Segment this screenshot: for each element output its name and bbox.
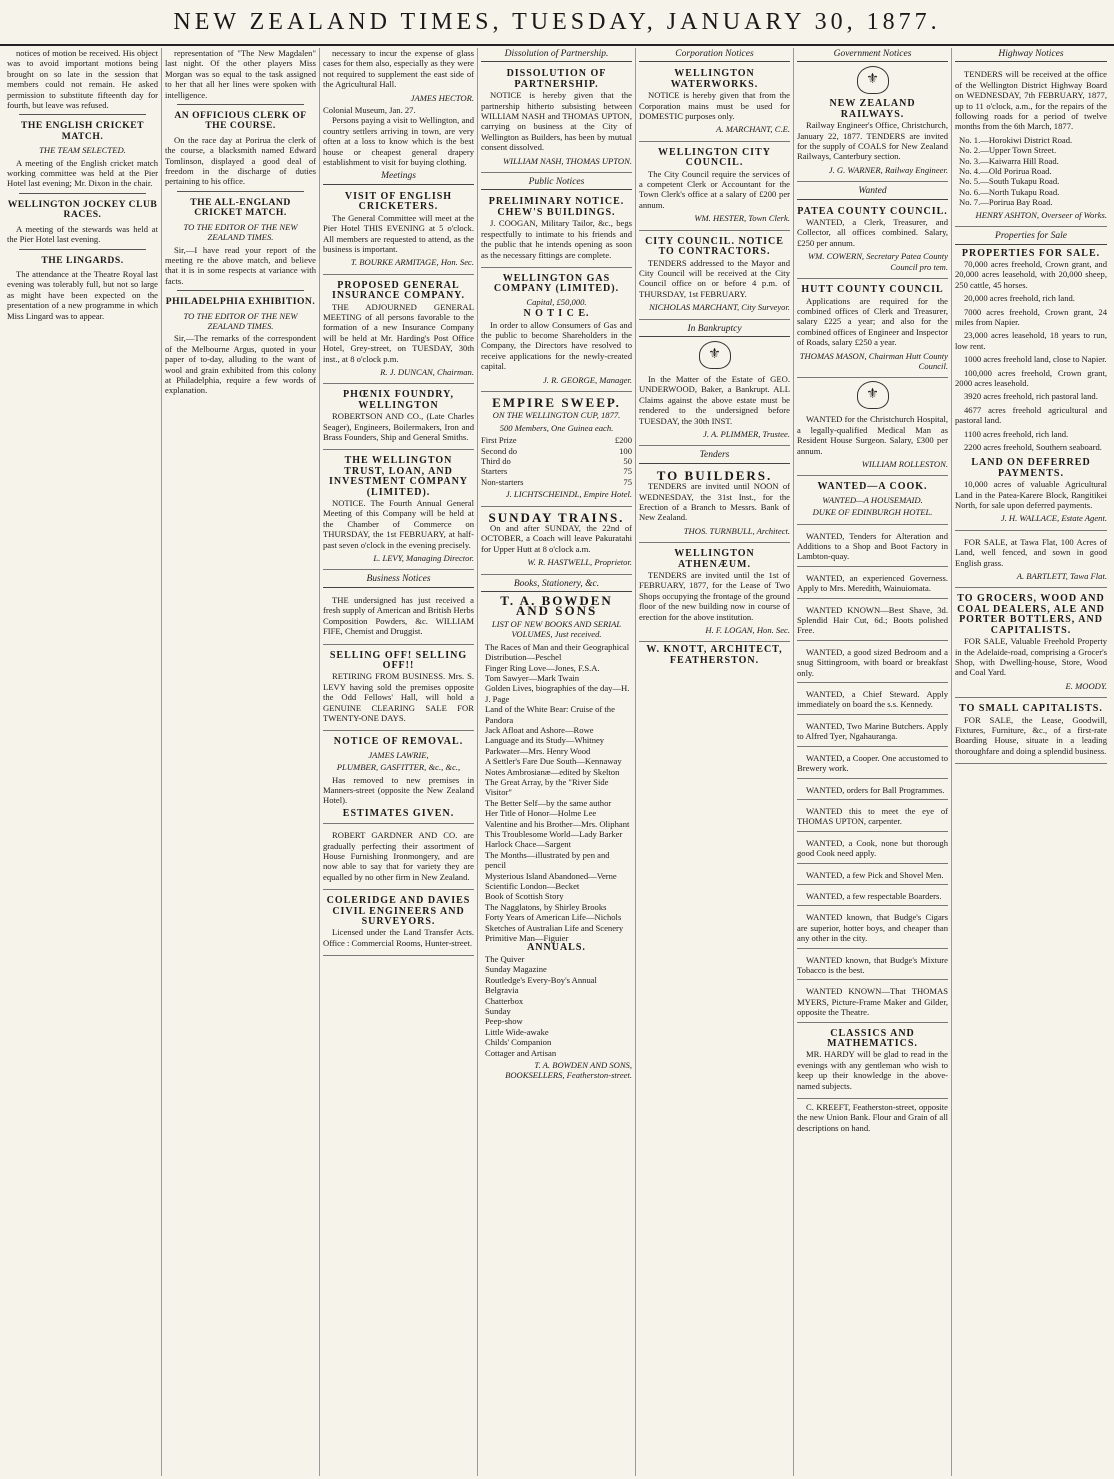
book-item: Land of the White Bear: Cruise of the Pandora: [485, 704, 615, 725]
advertisement: [797, 96, 948, 182]
ad-title: ESTIMATES GIVEN.: [342, 807, 455, 819]
divider: [19, 249, 146, 250]
book-item: Language and its Study—Whitney: [485, 735, 605, 746]
book-item: Scientific London—Becket: [485, 881, 580, 892]
road-item: No. 5.—South Tukapu Road.: [959, 176, 1060, 187]
property-list: [955, 259, 1107, 453]
book-item: The Great Array, by the "River Side Visitor": [485, 776, 609, 798]
ad-capital: Capital, £50,000.: [526, 296, 587, 307]
dateline: Colonial Museum, Jan. 27.: [323, 105, 416, 116]
road-item: No. 1.—Horokiwi District Road.: [959, 134, 1073, 145]
article-text: A meeting of the English cricket match working committee was held at the Pier Hotel last evening; Mr. Dixon in the chair.: [7, 157, 158, 189]
annual-item: Sunday: [485, 1005, 511, 1016]
property-item: 7000 acres freehold, Crown grant, 24 miles from Napier.: [955, 306, 1107, 327]
ad-title: VISIT OF ENGLISH CRICKETERS.: [344, 190, 453, 213]
ad-text: C. KREEFT, Featherston-street, opposite the new Union Bank. Flour and Grain of all descriptions on hand.: [797, 1102, 948, 1133]
wanted-ad: WANTED KNOWN—Best Shave, 3d. Splendid Hair Cut, 6d.; Boots polished Free.: [797, 602, 948, 641]
property-item: 1000 acres freehold land, close to Napier.: [964, 354, 1107, 365]
ad-text: FOR SALE, at Tawa Flat, 100 Acres of Land, well fenced, and sown in good English grass.: [955, 536, 1107, 568]
ad-text: In order to allow Consumers of Gas and the public to become Shareholders in the Company, the Directors have resolved to receive applications for the newly-created capital.: [481, 319, 632, 372]
article-heading: THE ALL-ENGLAND CRICKET MATCH.: [190, 196, 291, 219]
ad-text: FOR SALE, the Lease, Goodwill, Fixtures, Furniture, &c., of a first-rate Boarding House, situate in a leading thoroughfare and doing a splendid business.: [955, 714, 1107, 756]
signature: T. A. BOWDEN AND SONS, BOOKSELLERS, Featherston-street.: [505, 1059, 632, 1081]
property-item: 23,000 acres leasehold, 18 years to run, low rent.: [955, 330, 1107, 351]
ad-text: THE ADJOURNED GENERAL MEETING of all persons favorable to the formation of a new Insurance Company will be held at Mr. Harding's Post Office Hotel, Grey-street, on TUESDAY, 30th inst., at 8 o'clock p.m.: [323, 301, 474, 364]
divider: [177, 290, 304, 291]
advertisement: [797, 1026, 948, 1099]
ad-text: WANTED for the Christchurch Hospital, a legally-qualified Medical Man as Resident House Surgeon. Salary, £300 per annum.: [797, 414, 948, 456]
wanted-ad: WANTED KNOWN—That THOMAS MYERS, Picture-Frame Maker and Gilder, opposite the Theatre.: [797, 983, 948, 1022]
annual-item: Cottager and Artisan: [485, 1047, 557, 1058]
signature: J. R. GEORGE, Manager.: [542, 374, 632, 385]
wanted-ad: WANTED, a few respectable Boarders.: [797, 888, 948, 906]
ad-text: J. COOGAN, Military Tailor, &c., begs respectfully to intimate to his friends and the public that he intends opening as soon as the necessary fittings are complete.: [481, 218, 632, 260]
ad-text: In the Matter of the Estate of GEO. UNDERWOOD, Baker, a Bankrupt. ALL Claims against the above estate must be rendered to the undersigned before TUESDAY, the 30th INST.: [639, 373, 790, 426]
ad-title: NOTICE OF REMOVAL.: [333, 736, 464, 748]
ad-title: LAND ON DEFERRED PAYMENTS.: [971, 457, 1091, 479]
ad-title: WELLINGTON ATHENÆUM.: [674, 548, 755, 570]
signature: L. LEVY, Managing Director.: [373, 553, 474, 564]
advertisement: [797, 204, 948, 279]
book-item: The Months—illustrated by pen and pencil: [485, 849, 610, 871]
signature: T. BOURKE ARMITAGE, Hon. Sec.: [350, 257, 474, 268]
advertisement: [323, 648, 474, 732]
ad-title: CITY COUNCIL. NOTICE TO CONTRACTORS.: [645, 235, 784, 258]
ad-title: T. A. BOWDEN AND SONS: [500, 593, 613, 619]
annual-item: Belgravia: [485, 985, 519, 996]
ad-text: ROBERT GARDNER AND CO. are gradually perfecting their assortment of House Furnishing Ironmongery, and are now able to say that for variety they are equalled by no other firm in New Zealand.: [323, 830, 474, 882]
advertisement: [323, 893, 474, 956]
section-header: Properties for Sale: [955, 230, 1107, 244]
section-header: Highway Notices: [955, 48, 1107, 62]
wanted-ad: WANTED, Tenders for Alteration and Additions to a Shop and Boot Factory in Lambton-quay.: [797, 528, 948, 567]
advertisement: [955, 66, 1107, 227]
article-text: Sir,—The remarks of the correspondent of the Melbourne Argus, quoted in your paper of to-day, alluding to the want of wool and grain exhibited from this colony at Philadelphia, require a few words of explanation.: [165, 333, 316, 396]
ad-title: SELLING OFF! SELLING OFF!!: [329, 649, 468, 671]
advertisement: [481, 271, 632, 392]
ad-title: NEW ZEALAND RAILWAYS.: [829, 98, 916, 120]
book-list: [481, 642, 632, 944]
prize-label: Non-starters: [481, 476, 524, 487]
section-header: Government Notices: [797, 48, 948, 62]
advertisement: [481, 395, 632, 507]
advertisement: [797, 411, 948, 476]
article-heading: AN OFFICIOUS CLERK OF THE COURSE.: [174, 110, 307, 132]
advertisement: [481, 66, 632, 173]
ad-members: 500 Members, One Guinea each.: [499, 422, 614, 433]
book-item: Sketches of Australian Life and Scenery: [485, 922, 624, 933]
advertisement: [639, 145, 790, 231]
prize-amount: 100: [619, 445, 632, 456]
annual-item: Sunday Magazine: [485, 964, 547, 975]
advertisement: [481, 194, 632, 267]
article-heading: PHILADELPHIA EXHIBITION.: [165, 296, 316, 308]
wanted-ad: WANTED known, that Budge's Cigars are superior, hotter boys, and cheaper than any other in the city.: [797, 909, 948, 948]
book-item: The Better Self—by the same author: [485, 797, 612, 808]
property-item: 2200 acres freehold, Southern seaboard.: [964, 442, 1102, 452]
ad-trade: PLUMBER, GASFITTER, &c., &c.,: [336, 762, 461, 773]
wanted-ad: WANTED, a Chief Steward. Apply immediately on board the s.s. Kennedy.: [797, 686, 948, 715]
column-3: [320, 48, 478, 1476]
signature: THOMAS MASON, Chairman Hutt County Council.: [799, 350, 948, 371]
advertisement: [639, 546, 790, 642]
article-text: notices of motion be received. His object was to avoid important motions being brought on so late in the session that members could not remain. He asked permission to substitute fifteenth day for fourth, but leave was refused.: [7, 48, 158, 111]
ad-text: TENDERS are invited until NOON of WEDNESDAY, the 31st Inst., for the Erection of a Branch to Messrs. Bank of New Zealand.: [639, 481, 790, 523]
ad-text: WANTED, a Clerk, Treasurer, and Collector, all offices combined. Salary, £250 per annum.: [797, 217, 948, 248]
section-header: Corporation Notices: [639, 48, 790, 62]
annual-item: Peep-show: [485, 1016, 523, 1027]
ad-title: EMPIRE SWEEP.: [492, 394, 621, 410]
signature: H. F. LOGAN, Hon. Sec.: [705, 625, 790, 636]
column-4: [478, 48, 636, 1476]
masthead: [0, 0, 1114, 46]
article-subheading: TO THE EDITOR OF THE NEW ZEALAND TIMES.: [183, 221, 298, 243]
book-item: Notes Ambrosianæ—edited by Skelton: [485, 766, 620, 777]
property-item: 20,000 acres freehold, rich land.: [964, 293, 1075, 304]
royal-crest-icon: ⚜: [699, 341, 731, 369]
ad-title: WELLINGTON CITY COUNCIL.: [658, 146, 771, 169]
column-2: [162, 48, 320, 1476]
ad-title: HUTT COUNTY COUNCIL: [801, 284, 944, 296]
annual-item: Little Wide-awake: [485, 1026, 549, 1037]
book-item: This Troublesome World—Lady Barker: [485, 829, 623, 839]
advertisement: [323, 189, 474, 275]
wanted-ad: WANTED, a good sized Bedroom and a snug Sittingroom, with board or breakfast only.: [797, 644, 948, 683]
ad-subtitle: ON THE WELLINGTON CUP, 1877.: [492, 410, 621, 421]
ad-text: Railway Engineer's Office, Christchurch, January 22, 1877. TENDERS are invited for the supply of COALS for New Zealand Railways, Canterbury section.: [797, 120, 948, 162]
advertisement: [955, 455, 1107, 530]
book-item: The Nagglatons, by Shirley Brooks: [485, 901, 607, 912]
prize-label: Starters: [481, 466, 508, 477]
ad-subtitle: LIST OF NEW BOOKS AND SERIAL VOLUMES, Just received.: [491, 618, 622, 640]
book-item: Forty Years of American Life—Nichols: [485, 912, 622, 923]
book-item: The Races of Man and their Geographical Distribution—Peschel: [485, 641, 630, 663]
article-subheading: TO THE EDITOR OF THE NEW ZEALAND TIMES.: [183, 310, 298, 331]
ad-title: WELLINGTON WATERWORKS.: [670, 68, 759, 90]
ad-text: On and after SUNDAY, the 22nd of OCTOBER, a Coach will leave Pakuratahi for Upper Hutt at 8 o'clock a.m.: [481, 523, 632, 554]
signature: J. G. WARNER, Railway Engineer.: [828, 164, 948, 175]
ad-subtitle: WANTED—A HOUSEMAID.: [822, 494, 923, 505]
road-item: No. 4.—Old Porirua Road.: [959, 166, 1052, 177]
article-text: A meeting of the stewards was held at the Pier Hotel last evening.: [7, 223, 158, 245]
section-header: Public Notices: [481, 176, 632, 190]
section-header: Dissolution of Partnership.: [481, 48, 632, 62]
signature: JAMES HECTOR.: [410, 92, 474, 103]
signature: WILLIAM ROLLESTON.: [861, 458, 948, 469]
book-item: Primitive Man—Figuier: [485, 933, 569, 944]
ad-name: JAMES LAWRIE,: [368, 749, 429, 760]
book-item: Golden Lives, biographies of the day—H. J. Page: [485, 683, 630, 704]
section-header: Business Notices: [323, 573, 474, 587]
section-header: Books, Stationery, &c.: [481, 578, 632, 592]
prize-row: [481, 446, 632, 456]
road-item: No. 3.—Kaiwarra Hill Road.: [959, 155, 1059, 166]
wanted-ad: WANTED, Two Marine Butchers. Apply to Alfred Tyer, Ngahauranga.: [797, 718, 948, 747]
book-item: Mysterious Island Abandoned—Verne: [485, 870, 617, 881]
prize-amount: 50: [623, 456, 632, 466]
prize-label: Third do: [481, 456, 511, 466]
prize-label: First Prize: [481, 435, 517, 446]
ad-title: WELLINGTON GAS COMPANY (LIMITED).: [493, 272, 620, 295]
ad-text: Licensed under the Land Transfer Acts. Office : Commercial Rooms, Hunter-street.: [323, 927, 474, 948]
ad-text: THE undersigned has just received a fresh supply of American and British Herbs Composition Powders, &c. WILLIAM FIFE, Chemist and Druggist.: [323, 594, 474, 637]
section-header: Tenders: [639, 449, 790, 463]
wanted-ad: WANTED this to meet the eye of THOMAS UPTON, carpenter.: [797, 803, 948, 832]
advertisement-text: Persons paying a visit to Wellington, and country settlers arriving in town, are very often at a loss to know which is the best house or cheapest general drapery establishment to visit for buying clothing.: [323, 115, 474, 168]
ad-title: W. KNOTT, ARCHITECT, FEATHERSTON.: [646, 644, 783, 666]
ad-title: THE WELLINGTON TRUST, LOAN, AND INVESTMENT COMPANY (LIMITED).: [328, 455, 469, 498]
signature: WILLIAM NASH, THOMAS UPTON.: [503, 155, 632, 166]
divider: [177, 104, 304, 105]
ad-title: PHŒNIX FOUNDRY, WELLINGTON: [343, 389, 454, 411]
section-header: In Bankruptcy: [639, 323, 790, 337]
advertisement: [797, 282, 948, 378]
ad-title: SUNDAY TRAINS.: [488, 509, 625, 525]
ad-notice: N O T I C E.: [523, 308, 590, 320]
prize-row: [481, 435, 632, 445]
advertisement: [639, 234, 790, 320]
signature: NICHOLAS MARCHANT, City Surveyor.: [649, 302, 790, 313]
wants-list: [797, 528, 948, 1023]
prize-label: Second do: [481, 445, 518, 456]
ad-text: NOTICE is hereby given that from the Corporation mains must be used for DOMESTIC purposes only.: [639, 90, 790, 122]
ad-title: COLERIDGE AND DAVIES CIVIL ENGINEERS AND SURVEYORS.: [326, 895, 471, 928]
article-heading: THE ENGLISH CRICKET MATCH.: [20, 120, 145, 142]
ad-text: NOTICE is hereby given that the partnership hitherto subsisting between WILLIAM NASH and THOMAS UPTON, carrying on business at the City of Wellington as Builders, has been by mutual consent dissolved.: [481, 90, 632, 153]
ad-text: Has removed to new premises in Manners-street (opposite the New Zealand Hotel).: [323, 774, 474, 806]
property-item: 100,000 acres freehold, Crown grant, 2000 acres leasehold.: [955, 367, 1107, 388]
advertisement: [323, 592, 474, 645]
annual-item: Routledge's Every-Boy's Annual: [485, 974, 597, 985]
property-item: 70,000 acres freehold, Crown grant, and 20,000 acres leasehold, with 20,000 sheep, 250 cattle, 45 horses.: [955, 258, 1107, 290]
ad-text: MR. HARDY will be glad to read in the evenings with any gentleman who wish to keep up their knowledge in the above-named subjects.: [797, 1049, 948, 1091]
column-1: [4, 48, 162, 1476]
book-item: Harlock Chace—Sargent: [485, 839, 571, 850]
road-item: No. 6.—North Tukapu Road.: [959, 186, 1060, 197]
divider: [19, 114, 146, 115]
signature: HENRY ASHTON, Overseer of Works.: [975, 209, 1107, 220]
prize-row: [481, 456, 632, 466]
property-item: 4677 acres freehold agricultural and pastoral land.: [955, 404, 1107, 426]
advertisement: [323, 453, 474, 570]
advertisement: [955, 591, 1107, 698]
book-item: Tom Sawyer—Mark Twain: [485, 672, 580, 683]
ad-text: The General Committee will meet at the Pier Hotel THIS EVENING at 5 o'clock. All members are requested to attend, as the business is important.: [323, 212, 474, 254]
ad-text: RETIRING FROM BUSINESS. Mrs. S. LEVY having sold the premises opposite the Odd Fellows' Hall, will hold a GENUINE CLEARING SALE FOR TWENTY-ONE DAYS.: [323, 671, 474, 723]
book-item: Her Title of Honor—Holme Lee: [485, 808, 597, 819]
article-heading: THE LINGARDS.: [41, 254, 124, 266]
road-list: [955, 135, 1107, 208]
ad-text: The City Council require the services of a competent Clerk or Accountant for the Town Clerk's office at a salary of £200 per annum.: [639, 168, 790, 210]
ad-title: TO BUILDERS.: [656, 467, 773, 483]
advertisement: [639, 371, 790, 446]
section-header: Meetings: [323, 170, 474, 184]
property-item: 1100 acres freehold, rich land.: [964, 428, 1069, 439]
ad-title: PATEA COUNTY COUNCIL.: [797, 205, 948, 217]
masthead-title: NEW ZEALAND TIMES, TUESDAY, JANUARY 30, 1877.: [173, 9, 941, 35]
article-text: Sir,—I have read your report of the meeting re the above match, and believe that it is in some respects at variance with facts.: [165, 244, 316, 286]
advertisement: [955, 701, 1107, 764]
ad-text: FOR SALE, Valuable Freehold Property in the Adelaide-road, comprising a Grocer's Shop, with Dwelling-house, Store, Wood and Coal Yard.: [955, 636, 1107, 678]
royal-crest-icon: ⚜: [857, 66, 889, 94]
prize-list: [481, 435, 632, 487]
ad-title: PROPOSED GENERAL INSURANCE COMPANY.: [331, 279, 465, 302]
annuals-title: ANNUALS.: [527, 942, 586, 954]
ad-text: NOTICE. The Fourth Annual General Meeting of this Company will be held at the Chamber of Commerce on THURSDAY, the 1st FEBRUARY, at half-past seven o'clock in the evening precisely.: [323, 498, 474, 550]
advertisement: [481, 510, 632, 575]
ad-text: TENDERS addressed to the Mayor and City Council will be received at the City Council office on or before 4 p.m. of THURSDAY, 1st FEBRUARY.: [639, 257, 790, 299]
ad-text: TENDERS will be received at the office of the Wellington District Highway Board on WEDNESDAY, 7th FEBRUARY, 1877, up to 11 o'clock, a.m., for the repairs of the following roads for a period of twelve months from the 6th March, 1877.: [955, 69, 1107, 132]
wanted-ad: WANTED, orders for Ball Programmes.: [797, 782, 948, 800]
ad-title: TO SMALL CAPITALISTS.: [959, 703, 1103, 715]
wanted-ad: WANTED, an experienced Governess. Apply to Mrs. Meredith, Wainuiomata.: [797, 570, 948, 599]
annual-list: [481, 954, 632, 1058]
wanted-ad: WANTED, a Cooper. One accustomed to Brewery work.: [797, 750, 948, 779]
royal-crest-icon: ⚜: [857, 381, 889, 409]
article-text: The attendance at the Theatre Royal last evening was tolerably full, but not so large as might have been expected on the presentation of a new programme in which Miss Lingard was to appear.: [7, 268, 158, 321]
signature: A. BARTLETT, Tawa Flat.: [1016, 571, 1107, 582]
road-item: No. 7.—Porirua Bay Road.: [959, 197, 1053, 208]
column-6: [794, 48, 952, 1476]
book-item: Parkwater—Mrs. Henry Wood: [485, 745, 591, 756]
advertisement: [323, 734, 474, 824]
wanted-ad: WANTED, a Cook, none but thorough good Cook need apply.: [797, 835, 948, 864]
signature: WM. COWERN, Secretary Patea County Council pro tem.: [807, 251, 948, 272]
column-7: [952, 48, 1110, 1476]
ad-text: Applications are required for the combined offices of Clerk and Treasurer, salary £225 a year; and also for the combined offices of Engineer and Inspector of Roads, salary £250 a year.: [797, 295, 948, 348]
section-header: Wanted: [797, 185, 948, 199]
ad-text: 10,000 acres of valuable Agricultural Land in the Patea-Karere Block, Rangitikei North, for sale upon deferred payments.: [955, 479, 1107, 511]
signature: W. R. HASTWELL, Proprietor.: [527, 557, 632, 568]
book-item: Jack Afloat and Ashore—Rowe: [485, 724, 594, 735]
ad-text: TENDERS are invited until the 1st of FEBRUARY, 1877, for the Lease of Two Shops occupying the frontage of the ground floor of the new building now in course of erection for the above institution.: [639, 570, 790, 622]
columns: [4, 48, 1110, 1476]
divider: [177, 191, 304, 192]
advertisement: [639, 468, 790, 543]
ad-title: PRELIMINARY NOTICE. CHEW'S BUILDINGS.: [488, 196, 625, 218]
signature: E. MOODY.: [1065, 680, 1107, 691]
ad-title: WANTED—A COOK.: [817, 481, 928, 493]
wanted-ad: WANTED known, that Budge's Mixture Tobacco is the best.: [797, 952, 948, 981]
annual-item: The Quiver: [485, 953, 525, 964]
advertisement: [797, 479, 948, 524]
book-item: Valentine and his Brother—Mrs. Oliphant: [485, 818, 630, 829]
book-item: Finger Ring Love—Jones, F.S.A.: [485, 662, 600, 673]
prize-amount: 75: [623, 466, 632, 477]
article-text: On the race day at Porirua the clerk of the course, a blacksmith named Edward Tomlinson, displayed a good deal of freedom in the discharge of duties pertaining to his office.: [165, 134, 316, 187]
advertisement: [323, 827, 474, 890]
prize-amount: 75: [623, 476, 632, 487]
ad-title: PROPERTIES FOR SALE.: [961, 247, 1101, 259]
prize-row: [481, 466, 632, 476]
ad-title: CLASSICS AND MATHEMATICS.: [827, 1027, 918, 1049]
wanted-ad: WANTED, a few Pick and Shovel Men.: [797, 867, 948, 885]
ad-title: TO GROCERS, WOOD AND COAL DEALERS, ALE AND PORTER BOTTLERS, AND CAPITALISTS.: [957, 593, 1105, 636]
signature: A. MARCHANT, C.E.: [716, 124, 790, 135]
prize-amount: £200: [614, 435, 632, 446]
advertisement: [639, 66, 790, 141]
prize-row: [481, 477, 632, 487]
article-subheading: THE TEAM SELECTED.: [39, 145, 126, 156]
annual-item: Childs' Companion: [485, 1037, 552, 1048]
signature: J. A. PLIMMER, Trustee.: [703, 428, 790, 439]
article-text: representation of "The New Magdalen" last night. Of the other players Miss Morgan was so equal to the task assigned to her that all her lines were spoken with intelligence.: [165, 48, 316, 100]
advertisement: [323, 387, 474, 450]
signature: WM. HESTER, Town Clerk.: [694, 213, 790, 224]
column-5: [636, 48, 794, 1476]
ad-title: DISSOLUTION OF PARTNERSHIP.: [506, 68, 607, 90]
annual-item: Chatterbox: [485, 995, 524, 1006]
signature: R. J. DUNCAN, Chairman.: [380, 366, 474, 377]
signature: J. LICHTSCHEINDL, Empire Hotel.: [505, 489, 632, 500]
advertisement: [323, 278, 474, 385]
advertisement: [955, 534, 1107, 589]
signature: THOS. TURNBULL, Architect.: [683, 525, 790, 536]
article-text: necessary to incur the expense of glass cases for them also, especially as they were not required to supplement the east side of the Agricultural Hall.: [323, 48, 474, 90]
signature: J. H. WALLACE, Estate Agent.: [1000, 513, 1107, 524]
divider: [19, 193, 146, 194]
property-item: 3920 acres freehold, rich pastoral land.: [964, 391, 1098, 402]
article-heading: WELLINGTON JOCKEY CLUB RACES.: [7, 198, 158, 221]
ad-text: ROBERTSON AND CO., (Late Charles Seager), Engineers, Boilermakers, Iron and Brass Founders, Ship and General Smiths.: [323, 411, 474, 442]
book-item: Book of Scottish Story: [485, 891, 564, 902]
book-item: A Settler's Fare Due South—Kennaway: [485, 756, 622, 767]
road-item: No. 2.—Upper Town Street.: [959, 145, 1057, 156]
ad-hotel: DUKE OF EDINBURGH HOTEL.: [812, 507, 933, 518]
